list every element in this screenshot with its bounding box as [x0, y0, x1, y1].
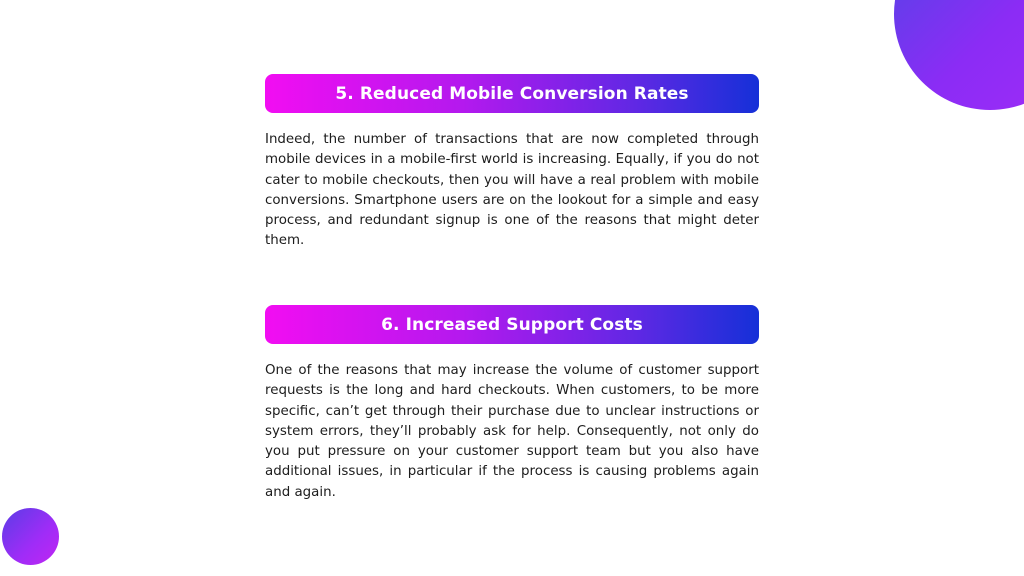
decorative-circle-top-right	[894, 0, 1024, 110]
decorative-circle-bottom-left	[2, 508, 59, 565]
section-5-body: Indeed, the number of transactions that are now completed through mobile devices in a mobile-first world is increasing. Equally, if you do not cater to mobile checkouts, then you will have a real problem with mobile conversions. Smartphone users are on the lookout for a simple and easy process, and redundant signup is one of the reasons that might deter them.	[265, 132, 759, 249]
section-5-heading: 5. Reduced Mobile Conversion Rates	[335, 83, 689, 104]
section-5-banner	[265, 74, 759, 113]
section-6-heading: 6. Increased Support Costs	[381, 314, 643, 335]
section-6-body: One of the reasons that may increase the volume of customer support requests is the long and hard checkouts. When customers, to be more specific, can’t get through their purchase due to unclear instructions or system errors, they’ll probably ask for help. Consequently, not only do you put pressure on your customer support team but you also have additional issues, in particular if the process is causing problems again and again.	[265, 363, 759, 500]
section-6-banner	[265, 305, 759, 344]
